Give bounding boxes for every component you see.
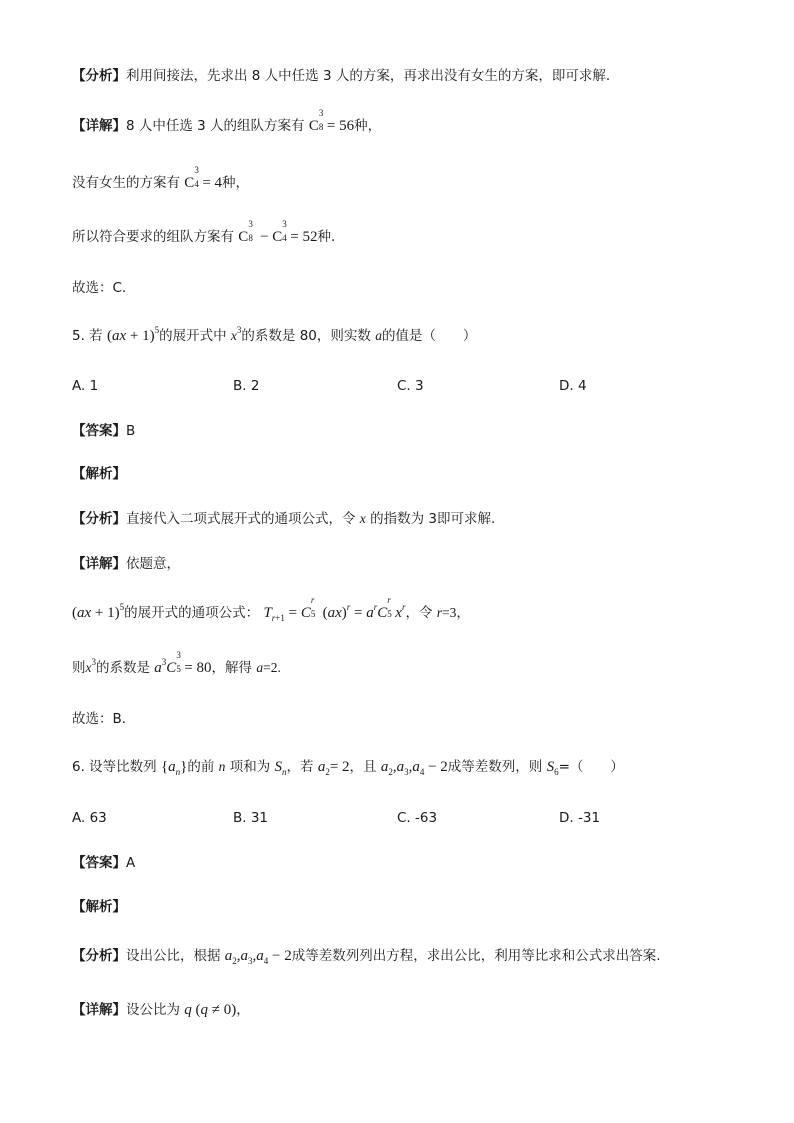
q6-stem-num: 6. 设等比数列 [72, 759, 157, 775]
q6-stem-b: 项和为 [229, 759, 271, 775]
q5-analysis-b: 的指数为 3即可求解. [370, 511, 496, 527]
q5-detail-3-c: = 80 [184, 660, 212, 676]
q6-detail-1-b: ， [236, 1002, 250, 1018]
q5-detail-3-b: 的系数是 [96, 660, 150, 676]
q6-detail-1-a: 设公比为 [126, 1002, 180, 1018]
answer-tag: 【答案】 [72, 423, 126, 439]
q5-explain-tag: 【解析】 [72, 466, 126, 482]
q5-answer-line [72, 421, 135, 441]
q5-var-a-2: a [256, 660, 264, 675]
q4-detail-1-suffix: 种， [354, 118, 382, 134]
q6-seq-an: $\{a_n\}$ [160, 759, 188, 777]
detail-tag: 【详解】 [72, 118, 126, 134]
q4-detail-3-math: = 52 [290, 229, 318, 245]
q6-a2: $a_2$ [317, 759, 330, 777]
answer-tag: 【答案】 [72, 855, 126, 871]
q4-analysis-line [72, 66, 610, 86]
q5-general-term: $T_{r+1} = C$ r 5 $(ax)^r = a^rC$ r 5 $x^r$ [263, 595, 406, 623]
q5-detail-2-a: 的展开式的通项公式： [124, 605, 260, 621]
q5-coef-expr: $a^3C$ 3 5 [154, 650, 181, 676]
q5-analysis-a: 直接代入二项式展开式的通项公式，令 [126, 511, 356, 527]
q5-x3-b: $x^3$ [85, 657, 96, 675]
q6-stem [72, 757, 624, 778]
q6-sn: $S_n$ [274, 759, 287, 777]
q5-detail-2-c: =3， [442, 605, 470, 620]
q6-detail-line-1 [72, 1000, 250, 1020]
q4-choice: 故选：C. [72, 280, 127, 296]
q5-stem [72, 326, 476, 347]
q5-option-b: B. 2 [233, 378, 260, 394]
q5-binomial: (ax + 1)$^5$ [106, 325, 160, 344]
analysis-tag: 【分析】 [72, 68, 126, 84]
q6-ratio: q (q ≠ 0) [184, 1002, 237, 1018]
q6-stem-a: 的前 [187, 759, 215, 775]
q6-option-d: D. -31 [559, 810, 601, 826]
q6-stem-d: = 2 [329, 759, 350, 775]
q5-stem-num: 5. 若 [72, 328, 103, 344]
q6-option-c: C. -63 [397, 810, 438, 826]
q5-detail-line-2 [72, 595, 470, 624]
q6-explain-tag: 【解析】 [72, 899, 126, 915]
q6-stem-c: ，若 [286, 759, 314, 775]
q4-detail-2-math: = 4 [202, 175, 223, 191]
q5-choice: 故选：B． [72, 711, 136, 727]
q4-detail-2-suffix: 种， [222, 175, 250, 191]
q4-detail-1-text: 8 人中任选 3 人的组队方案有 [126, 118, 305, 134]
detail-tag: 【详解】 [72, 556, 126, 572]
q6-stem-e: ，且 [349, 759, 377, 775]
q5-option-d: D. 4 [559, 378, 587, 394]
analysis-tag: 【分析】 [72, 511, 126, 527]
q5-detail-1: 依题意， [126, 556, 180, 572]
combination-c83: C 3 8 [308, 108, 324, 134]
q5-stem-a: 的展开式中 [159, 328, 227, 344]
q5-detail-line-3 [72, 650, 281, 679]
detail-tag: 【详解】 [72, 1002, 126, 1018]
q5-x3: $x^3$ [230, 325, 242, 343]
q5-analysis-line [72, 509, 495, 529]
q5-answer: B [126, 423, 136, 439]
q5-stem-c: 的值是（ ） [381, 328, 477, 344]
q5-binomial-2: (ax + 1)$^5$ [72, 602, 125, 621]
q6-terms-2: $a_2,a_3,a_4 - 2$ [224, 948, 292, 966]
q4-detail-line-3 [72, 219, 336, 247]
q5-option-a: A. 1 [72, 378, 99, 394]
q5-detail-line-1 [72, 554, 180, 574]
q5-var-x: x [359, 511, 366, 526]
q5-stem-b: 的系数是 80，则实数 [241, 328, 371, 344]
q6-analysis-line [72, 946, 661, 967]
q4-detail-line-2 [72, 165, 250, 193]
q6-var-n: n [218, 759, 226, 774]
q6-analysis-a: 设出公比，根据 [126, 948, 221, 964]
q6-stem-f: 成等差数列，则 [447, 759, 543, 775]
q4-detail-1-math: = 56 [326, 118, 355, 134]
q5-detail-3-d: ，解得 [211, 660, 253, 676]
q4-detail-3-suffix: 种. [317, 229, 336, 245]
q4-detail-2-text: 没有女生的方案有 [72, 175, 180, 191]
q4-detail-line-1 [72, 108, 382, 136]
q5-var-r: r [436, 605, 443, 620]
q6-terms: $a_2,a_3,a_4 - 2$ [380, 759, 448, 777]
q4-analysis-text: 利用间接法，先求出 8 人中任选 3 人的方案，再求出没有女生的方案，即可求解. [126, 68, 611, 84]
q5-var-a: a [375, 328, 382, 343]
q5-detail-3-e: =2. [263, 660, 281, 675]
q5-detail-2-b: ，令 [405, 605, 433, 621]
q4-detail-3-text: 所以符合要求的组队方案有 [72, 229, 234, 245]
q6-answer: A [126, 855, 136, 871]
q6-s6: $S_6$ [546, 759, 559, 777]
q6-stem-g: =（ ） [558, 759, 624, 775]
q6-analysis-b: 成等差数列列出方程，求出公比，利用等比求和公式求出答案. [291, 948, 661, 964]
q6-option-a: A. 63 [72, 810, 107, 826]
q5-detail-3-a: 则 [72, 660, 86, 676]
combination-c43: C 3 4 [184, 165, 199, 191]
analysis-tag: 【分析】 [72, 948, 126, 964]
q5-option-c: C. 3 [397, 378, 424, 394]
combination-difference: C 3 8 − C 3 4 [238, 219, 287, 245]
q6-option-b: B. 31 [233, 810, 269, 826]
q6-answer-line [72, 853, 135, 873]
